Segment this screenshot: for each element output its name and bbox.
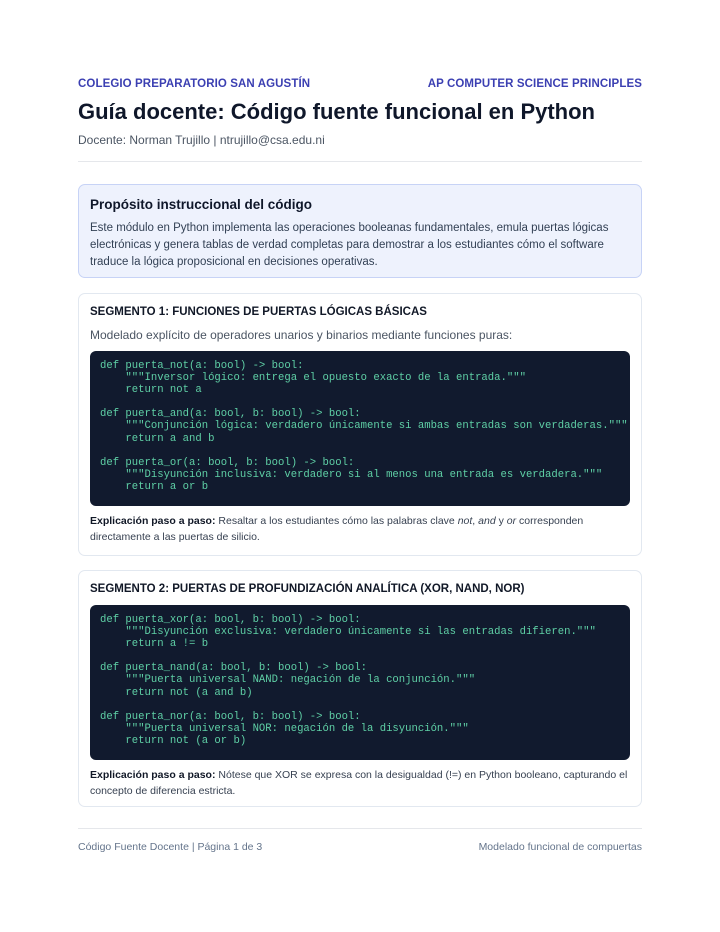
keyword-or: or <box>506 515 517 527</box>
segment-1-intro: Modelado explícito de operadores unarios y binarios mediante funciones puras: <box>90 328 513 342</box>
purpose-heading: Propósito instruccional del código <box>90 197 313 212</box>
separator-y: y <box>498 515 504 527</box>
segment-2-heading: SEGMENTO 2: PUERTAS DE PROFUNDIZACIÓN ANALÍTICA (XOR, NAND, NOR) <box>90 583 525 595</box>
keyword-and: and <box>478 515 496 527</box>
separator-comma: , <box>472 515 476 527</box>
footer-topic: Modelado funcional de compuertas <box>478 841 642 853</box>
segment-1-explanation <box>90 514 630 545</box>
school-name: COLEGIO PREPARATORIO SAN AGUSTÍN <box>78 78 311 90</box>
segment-2-card <box>78 570 642 807</box>
footer-divider <box>78 828 642 829</box>
header-line <box>78 78 642 92</box>
page-title: Guía docente: Código fuente funcional en Python <box>78 99 595 124</box>
page <box>78 0 642 932</box>
segment-1-explanation-post: corresponden directamente a las puertas de silicio. <box>90 515 584 543</box>
segment-1-card <box>78 293 642 556</box>
segment-1-explanation-label: Explicación paso a paso: <box>90 515 216 527</box>
purpose-body: Este módulo en Python implementa las operaciones booleanas fundamentales, emula puertas lógicas electrónicas y genera tablas de verdad completas para demostrar a los estudiantes cómo el software traduce la lógica proposicional en decisiones operativas. <box>90 222 609 268</box>
keyword-not: not <box>457 515 473 527</box>
segment-1-heading: SEGMENTO 1: FUNCIONES DE PUERTAS LÓGICAS BÁSICAS <box>90 306 427 318</box>
course-name: AP COMPUTER SCIENCE PRINCIPLES <box>427 78 642 90</box>
segment-2-explanation <box>90 768 630 799</box>
segment-2-explanation-label: Explicación paso a paso: <box>90 769 216 781</box>
segment-2-code-block[interactable]: def puerta_xor(a: bool, b: bool) -> bool: """Disyunción exclusiva: verdadero únicamente si las entradas difieren.""" return a != b def puerta_nand(a: bool, b: bool) -> bool: """Puerta universal NAND: negación de la conjunción.""" return not (a and b) def puerta_nor(a: bool, b: bool) -> bool: """Puerta universal NOR: negación de la disyunción.""" return not (a or b) <box>90 605 630 760</box>
footer-page-info: Código Fuente Docente | Página 1 de 3 <box>78 841 263 853</box>
segment-1-code-block[interactable]: def puerta_not(a: bool) -> bool: """Inversor lógico: entrega el opuesto exacto de la entrada.""" return not a def puerta_and(a: bool, b: bool) -> bool: """Conjunción lógica: verdadero únicamente si ambas entradas son verdaderas.""" return a and b def puerta_or(a: bool, b: bool) -> bool: """Disyunción inclusiva: verdadero si al menos una entrada es verdadera.""" return a or b <box>90 351 630 506</box>
header-divider <box>78 161 642 162</box>
teacher-info: Docente: Norman Trujillo | ntrujillo@csa.edu.ni <box>78 133 325 147</box>
segment-2-explanation-body: Nótese que XOR se expresa con la desigualdad (!=) en Python booleano, capturando el concepto de diferencia estricta. <box>90 769 628 797</box>
segment-1-explanation-pre: Resaltar a los estudiantes cómo las palabras clave <box>218 515 455 527</box>
purpose-box <box>78 184 642 278</box>
